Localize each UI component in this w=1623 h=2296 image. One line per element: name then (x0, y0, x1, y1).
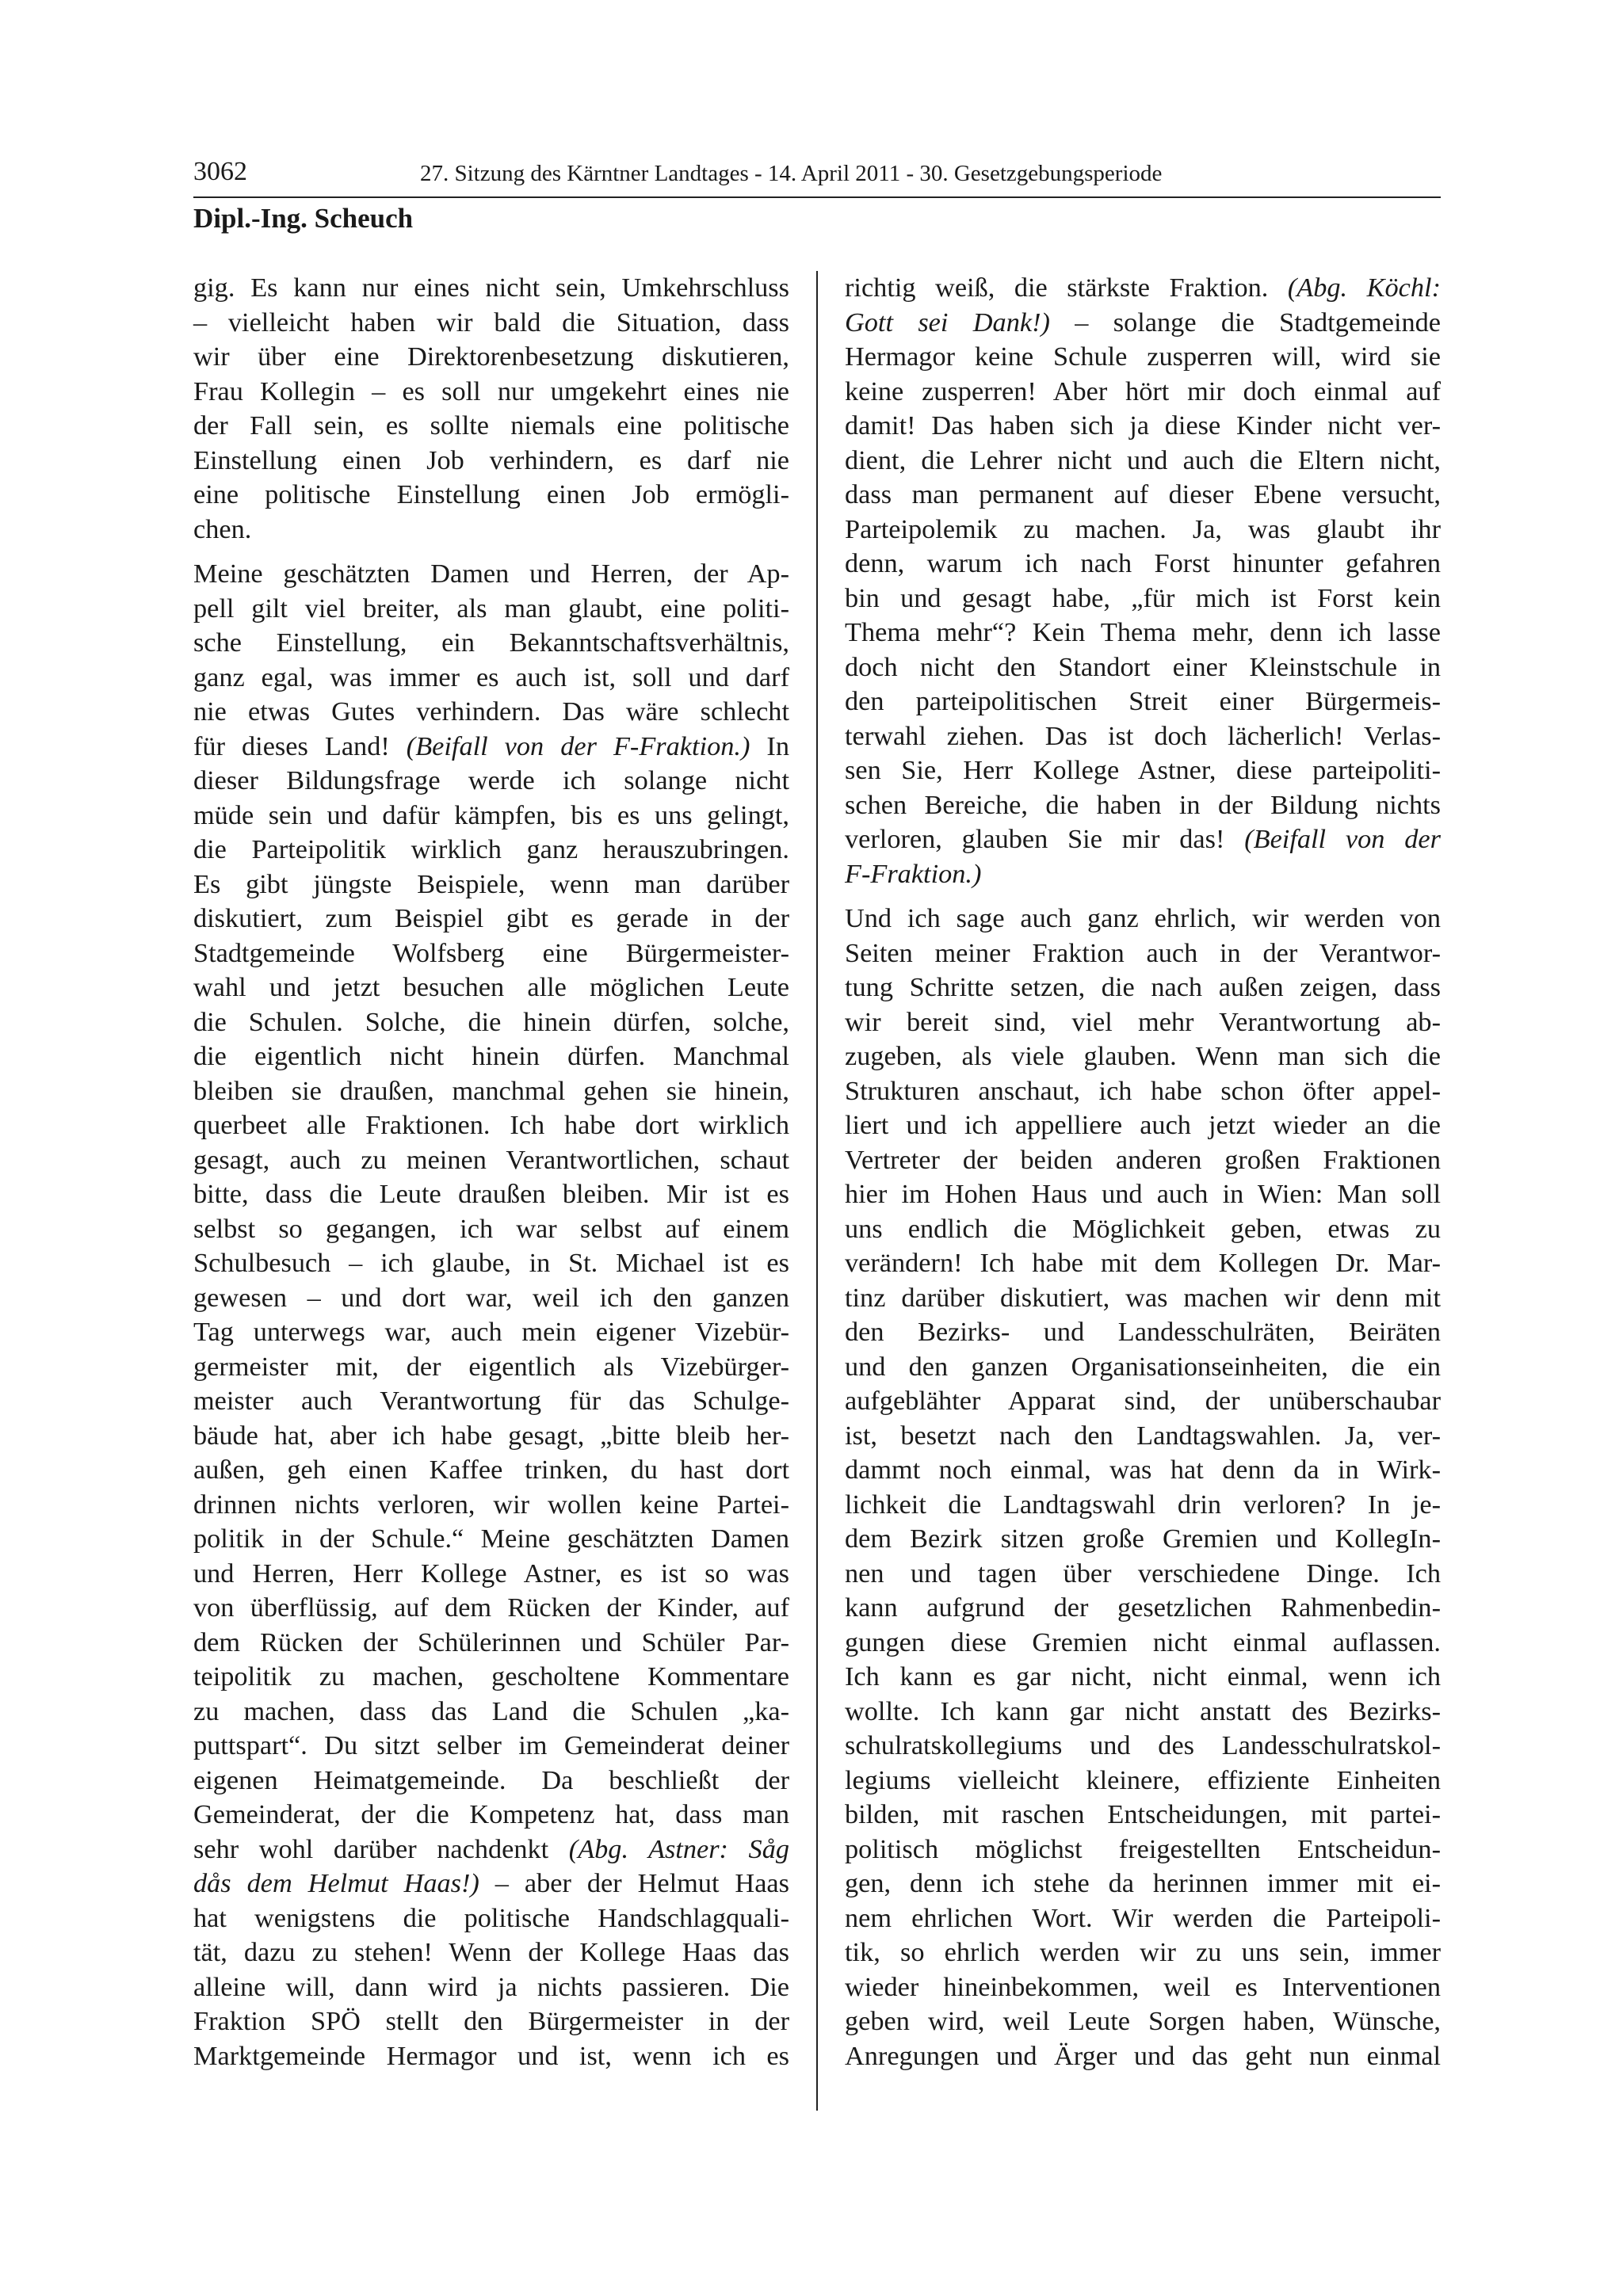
text-line: die Parteipolitik wirklich ganz herauszubringen. (193, 834, 789, 864)
text-line: teipolitik zu machen, gescholtene Kommentare (193, 1661, 789, 1691)
text-line: wollte. Ich kann gar nicht anstatt des Bezirks- (845, 1695, 1441, 1726)
text-line: hat wenigstens die politische Handschlagquali- (193, 1902, 789, 1933)
text-line: denn, warum ich nach Forst hinunter gefahren (845, 548, 1441, 578)
text-line: pell gilt viel breiter, als man glaubt, eine politi- (193, 593, 789, 624)
text-line: gig. Es kann nur eines nicht sein, Umkehrschluss (193, 273, 789, 303)
text-line: selbst so gegangen, ich war selbst auf einem (193, 1213, 789, 1244)
session-title: 27. Sitzung des Kärntner Landtages - 14. April 2011 - 30. Gesetzgebungsperiode (420, 161, 1163, 186)
text-line: eine politische Einstellung einen Job ermögli- (193, 479, 789, 509)
text-line: den Bezirks- und Landesschulräten, Beiräten (845, 1317, 1441, 1347)
text-line: wahl und jetzt besuchen alle möglichen Leute (193, 972, 789, 1002)
text-line: Hermagor keine Schule zusperren will, wird sie (845, 341, 1441, 372)
text-line: Seiten meiner Fraktion auch in der Verantwor- (845, 937, 1441, 968)
page-number: 3062 (193, 157, 247, 186)
text-line: Fraktion SPÖ stellt den Bürgermeister in der (193, 2006, 789, 2036)
text-line: Ich kann es gar nicht, nicht einmal, wenn ich (845, 1661, 1441, 1691)
text-line: hier im Hohen Haus und auch in Wien: Man soll (845, 1179, 1441, 1209)
text-line: geben wird, weil Leute Sorgen haben, Wünsche, (845, 2006, 1441, 2036)
text-line: Stadtgemeinde Wolfsberg eine Bürgermeister- (193, 937, 789, 968)
text-column-right (845, 271, 1441, 2084)
text-line: dieser Bildungsfrage werde ich solange nicht (193, 765, 789, 795)
text-line: Und ich sage auch ganz ehrlich, wir werden von (845, 903, 1441, 933)
text-line: dient, die Lehrer nicht und auch die Eltern nicht, (845, 444, 1441, 475)
text-line: sehr wohl darüber nachdenkt (Abg. Astner: Såg (193, 1833, 789, 1864)
text-line: Strukturen anschaut, ich habe schon öfter appel- (845, 1075, 1441, 1106)
text-line: Frau Kollegin – es soll nur umgekehrt eines nie (193, 376, 789, 406)
text-line: – vielleicht haben wir bald die Situation, dass (193, 307, 789, 338)
text-line: dem Rücken der Schülerinnen und Schüler Par- (193, 1627, 789, 1657)
paragraph (845, 271, 1441, 891)
text-line: dem Bezirk sitzen große Gremien und KollegIn- (845, 1524, 1441, 1554)
text-line: schen Bereiche, die haben in der Bildung nichts (845, 789, 1441, 820)
text-line: nem ehrlichen Wort. Wir werden die Parteipoli- (845, 1902, 1441, 1933)
text-line: meister auch Verantwortung für das Schulge- (193, 1386, 789, 1416)
page-header (193, 155, 1441, 198)
text-line: zu machen, dass das Land die Schulen „ka- (193, 1695, 789, 1726)
text-line: sen Sie, Herr Kollege Astner, diese parteipoliti- (845, 755, 1441, 785)
text-line: politisch möglichst freigestellten Entscheidun- (845, 1833, 1441, 1864)
text-line: für dieses Land! (Beifall von der F-Fraktion.) In (193, 730, 789, 761)
text-line: Meine geschätzten Damen und Herren, der Ap- (193, 559, 789, 589)
text-line: Einstellung einen Job verhindern, es darf nie (193, 444, 789, 475)
text-line: bleiben sie draußen, manchmal gehen sie hinein, (193, 1075, 789, 1106)
text-column-left (193, 271, 789, 2084)
text-line: Gemeinderat, der die Kompetenz hat, dass man (193, 1799, 789, 1829)
text-line: die eigentlich nicht hinein dürfen. Manchmal (193, 1041, 789, 1071)
text-line: liert und ich appelliere auch jetzt wieder an die (845, 1110, 1441, 1140)
paragraph (193, 557, 789, 2073)
text-line: bäude hat, aber ich habe gesagt, „bitte bleib her- (193, 1420, 789, 1451)
text-line: den parteipolitischen Streit einer Bürgermeis- (845, 686, 1441, 716)
text-line: Marktgemeinde Hermagor und ist, wenn ich es (193, 2040, 789, 2071)
text-line: von überflüssig, auf dem Rücken der Kinder, auf (193, 1592, 789, 1623)
text-line: Parteipolemik zu machen. Ja, was glaubt ihr (845, 513, 1441, 544)
text-line: uns endlich die Möglichkeit geben, etwas zu (845, 1213, 1441, 1244)
text-line: bitte, dass die Leute draußen bleiben. Mir ist es (193, 1179, 789, 1209)
text-line: keine zusperren! Aber hört mir doch einmal auf (845, 376, 1441, 406)
text-line: ist, besetzt nach den Landtagswahlen. Ja, ver- (845, 1420, 1441, 1451)
text-line: eigenen Heimatgemeinde. Da beschließt der (193, 1764, 789, 1795)
text-line: tung Schritte setzen, die nach außen zeigen, dass (845, 972, 1441, 1002)
text-line: tät, dazu zu stehen! Wenn der Kollege Haas das (193, 1937, 789, 1967)
text-line: doch nicht den Standort einer Kleinstschule in (845, 651, 1441, 682)
text-line: zugeben, als viele glauben. Wenn man sich die (845, 1041, 1441, 1071)
text-line: wir über eine Direktorenbesetzung diskutieren, (193, 341, 789, 372)
text-line: chen. (193, 513, 252, 544)
text-line: bin und gesagt habe, „für mich ist Forst kein (845, 582, 1441, 613)
text-line: und Herren, Herr Kollege Astner, es ist so was (193, 1558, 789, 1589)
text-line: querbeet alle Fraktionen. Ich habe dort wirklich (193, 1110, 789, 1140)
text-line: dass man permanent auf dieser Ebene versucht, (845, 479, 1441, 509)
text-line: gesagt, auch zu meinen Verantwortlichen, schaut (193, 1144, 789, 1175)
text-line: kann aufgrund der gesetzlichen Rahmenbedin- (845, 1592, 1441, 1623)
text-line: gen, denn ich stehe da herinnen immer mit ei- (845, 1868, 1441, 1898)
text-line: der Fall sein, es sollte niemals eine politische (193, 410, 789, 441)
text-line: Es gibt jüngste Beispiele, wenn man darüber (193, 868, 789, 899)
text-line: aufgeblähter Apparat sind, der unüberschaubar (845, 1386, 1441, 1416)
text-line: verändern! Ich habe mit dem Kollegen Dr. Mar- (845, 1248, 1441, 1278)
text-line: Tag unterwegs war, auch mein eigener Vizebür- (193, 1317, 789, 1347)
text-line: wir bereit sind, viel mehr Verantwortung ab- (845, 1006, 1441, 1037)
text-line: und den ganzen Organisationseinheiten, die ein (845, 1351, 1441, 1382)
text-line: ganz egal, was immer es auch ist, soll und darf (193, 662, 789, 692)
paragraph (845, 902, 1441, 2073)
text-line: Vertreter der beiden anderen großen Fraktionen (845, 1144, 1441, 1175)
text-line: dammt noch einmal, was hat denn da in Wirk- (845, 1455, 1441, 1485)
text-line: diskutiert, zum Beispiel gibt es gerade in der (193, 903, 789, 933)
text-line: damit! Das haben sich ja diese Kinder nicht ver- (845, 410, 1441, 441)
paragraph (193, 271, 789, 547)
text-line: bilden, mit raschen Entscheidungen, mit partei- (845, 1799, 1441, 1829)
text-line: Thema mehr“? Kein Thema mehr, denn ich lasse (845, 617, 1441, 647)
text-line: Gott sei Dank!) – solange die Stadtgemeinde (845, 307, 1441, 338)
text-line: puttspart“. Du sitzt selber im Gemeinderat deiner (193, 1730, 789, 1760)
text-line: nen und tagen über verschiedene Dinge. Ich (845, 1558, 1441, 1589)
text-line: politik in der Schule.“ Meine geschätzten Damen (193, 1524, 789, 1554)
text-line: müde sein und dafür kämpfen, bis es uns gelingt, (193, 799, 789, 830)
text-line: richtig weiß, die stärkste Fraktion. (Abg. Köchl: (845, 273, 1441, 303)
text-line: germeister mit, der eigentlich als Vizebürger- (193, 1351, 789, 1382)
text-line: gungen diese Gremien nicht einmal auflassen. (845, 1627, 1441, 1657)
text-line: sche Einstellung, ein Bekanntschaftsverhältnis, (193, 627, 789, 658)
text-line: drinnen nichts verloren, wir wollen keine Partei- (193, 1489, 789, 1520)
text-line: nie etwas Gutes verhindern. Das wäre schlecht (193, 696, 789, 727)
speaker-name: Dipl.-Ing. Scheuch (193, 203, 414, 234)
text-line: die Schulen. Solche, die hinein dürfen, solche, (193, 1006, 789, 1037)
text-line: außen, geh einen Kaffee trinken, du hast dort (193, 1455, 789, 1485)
text-line: legiums vielleicht kleinere, effiziente Einheiten (845, 1764, 1441, 1795)
text-line: F-Fraktion.) (845, 858, 982, 889)
text-line: wieder hineinbekommen, weil es Interventionen (845, 1971, 1441, 2002)
text-line: lichkeit die Landtagswahl drin verloren? In je- (845, 1489, 1441, 1520)
text-line: verloren, glauben Sie mir das! (Beifall von der (845, 824, 1441, 854)
text-line: tinz darüber diskutiert, was machen wir denn mit (845, 1282, 1441, 1313)
text-line: gewesen – und dort war, weil ich den ganzen (193, 1282, 789, 1313)
text-line: tik, so ehrlich werden wir zu uns sein, immer (845, 1937, 1441, 1967)
text-line: Schulbesuch – ich glaube, in St. Michael ist es (193, 1248, 789, 1278)
text-line: Anregungen und Ärger und das geht nun einmal (845, 2040, 1441, 2071)
text-line: dås dem Helmut Haas!) – aber der Helmut Haas (193, 1868, 789, 1898)
text-line: alleine will, dann wird ja nichts passieren. Die (193, 1971, 789, 2002)
text-line: schulratskollegiums und des Landesschulratskol- (845, 1730, 1441, 1760)
text-line: terwahl ziehen. Das ist doch lächerlich! Verlas- (845, 720, 1441, 751)
column-divider (816, 271, 818, 2111)
